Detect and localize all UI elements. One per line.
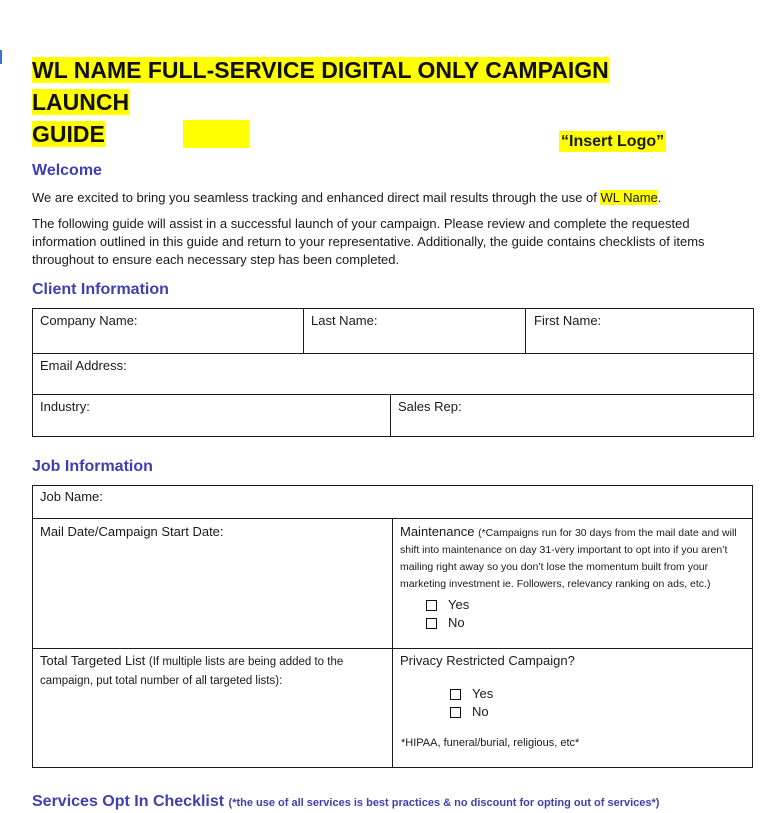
checkbox-icon[interactable] <box>426 600 437 611</box>
welcome-p1-end: . <box>657 190 662 205</box>
services-note: (*the use of all services is best practices & no discount for opting out of services*) <box>228 797 660 809</box>
maintenance-no-label: No <box>448 615 465 630</box>
welcome-p1-text: We are excited to bring you seamless tracking and enhanced direct mail results through the use of <box>32 190 597 205</box>
privacy-no-label: No <box>472 704 489 719</box>
total-targeted-list-cell[interactable] <box>40 652 385 690</box>
job-info-heading: Job Information <box>32 458 153 475</box>
logo-placeholder: “Insert Logo” <box>561 133 665 150</box>
email-field[interactable]: Email Address: <box>40 358 127 373</box>
maintenance-label: Maintenance <box>400 524 475 539</box>
mail-date-field[interactable]: Mail Date/Campaign Start Date: <box>40 524 224 539</box>
privacy-yes-option[interactable] <box>450 686 493 702</box>
client-info-heading: Client Information <box>32 281 169 298</box>
text-cursor <box>0 50 2 64</box>
title-line-2: GUIDE <box>32 121 105 147</box>
maintenance-no-option[interactable] <box>426 615 465 631</box>
first-name-field[interactable]: First Name: <box>534 313 602 328</box>
sales-rep-field[interactable]: Sales Rep: <box>398 399 462 414</box>
client-row-divider-2 <box>32 394 754 395</box>
industry-field[interactable]: Industry: <box>40 399 90 414</box>
title-line-1: WL NAME FULL-SERVICE DIGITAL ONLY CAMPAIGN LAUNCH <box>32 57 609 115</box>
checkbox-icon[interactable] <box>450 689 461 700</box>
job-col-divider <box>392 518 393 768</box>
client-col-divider-2 <box>525 308 526 353</box>
welcome-paragraph-2: The following guide will assist in a successful launch of your campaign. Please review and complete the requested information outlined in this guide and return to your representative. Additionally, the guide contains checklists of items throughout to ensure each necessary step has been completed. <box>32 216 705 267</box>
services-heading-text: Services Opt In Checklist <box>32 793 225 810</box>
title-highlight-block <box>183 120 249 148</box>
privacy-footnote: *HIPAA, funeral/burial, religious, etc* <box>401 737 580 749</box>
client-info-table <box>32 308 754 437</box>
maintenance-note: (*Campaigns run for 30 days from the mail date and will shift into maintenance on day 31-very important to opt into if you aren’t mailing right away so you don’t lose the momentum built from your marketing investment ie. Followers, relevancy ranking on ads, etc.) <box>400 527 737 590</box>
wl-name-highlight: WL Name <box>600 190 658 205</box>
total-list-note: (If multiple lists are being added to the campaign, put total number of all targeted lists): <box>40 656 344 687</box>
maintenance-cell <box>400 523 748 591</box>
job-name-field[interactable]: Job Name: <box>40 489 103 504</box>
client-col-divider-3 <box>390 394 391 437</box>
privacy-no-option[interactable] <box>450 704 489 720</box>
last-name-field[interactable]: Last Name: <box>311 313 378 328</box>
welcome-heading: Welcome <box>32 162 102 179</box>
services-heading <box>32 793 659 811</box>
maintenance-yes-option[interactable] <box>426 597 469 613</box>
privacy-yes-label: Yes <box>472 686 494 701</box>
privacy-restricted-label: Privacy Restricted Campaign? <box>400 653 575 668</box>
checkbox-icon[interactable] <box>426 618 437 629</box>
total-list-label: Total Targeted List <box>40 653 146 668</box>
maintenance-yes-label: Yes <box>448 597 470 612</box>
checkbox-icon[interactable] <box>450 707 461 718</box>
company-name-field[interactable]: Company Name: <box>40 313 138 328</box>
client-col-divider-1 <box>303 308 304 353</box>
welcome-paragraph-1 <box>32 189 752 207</box>
client-row-divider-1 <box>32 353 754 354</box>
